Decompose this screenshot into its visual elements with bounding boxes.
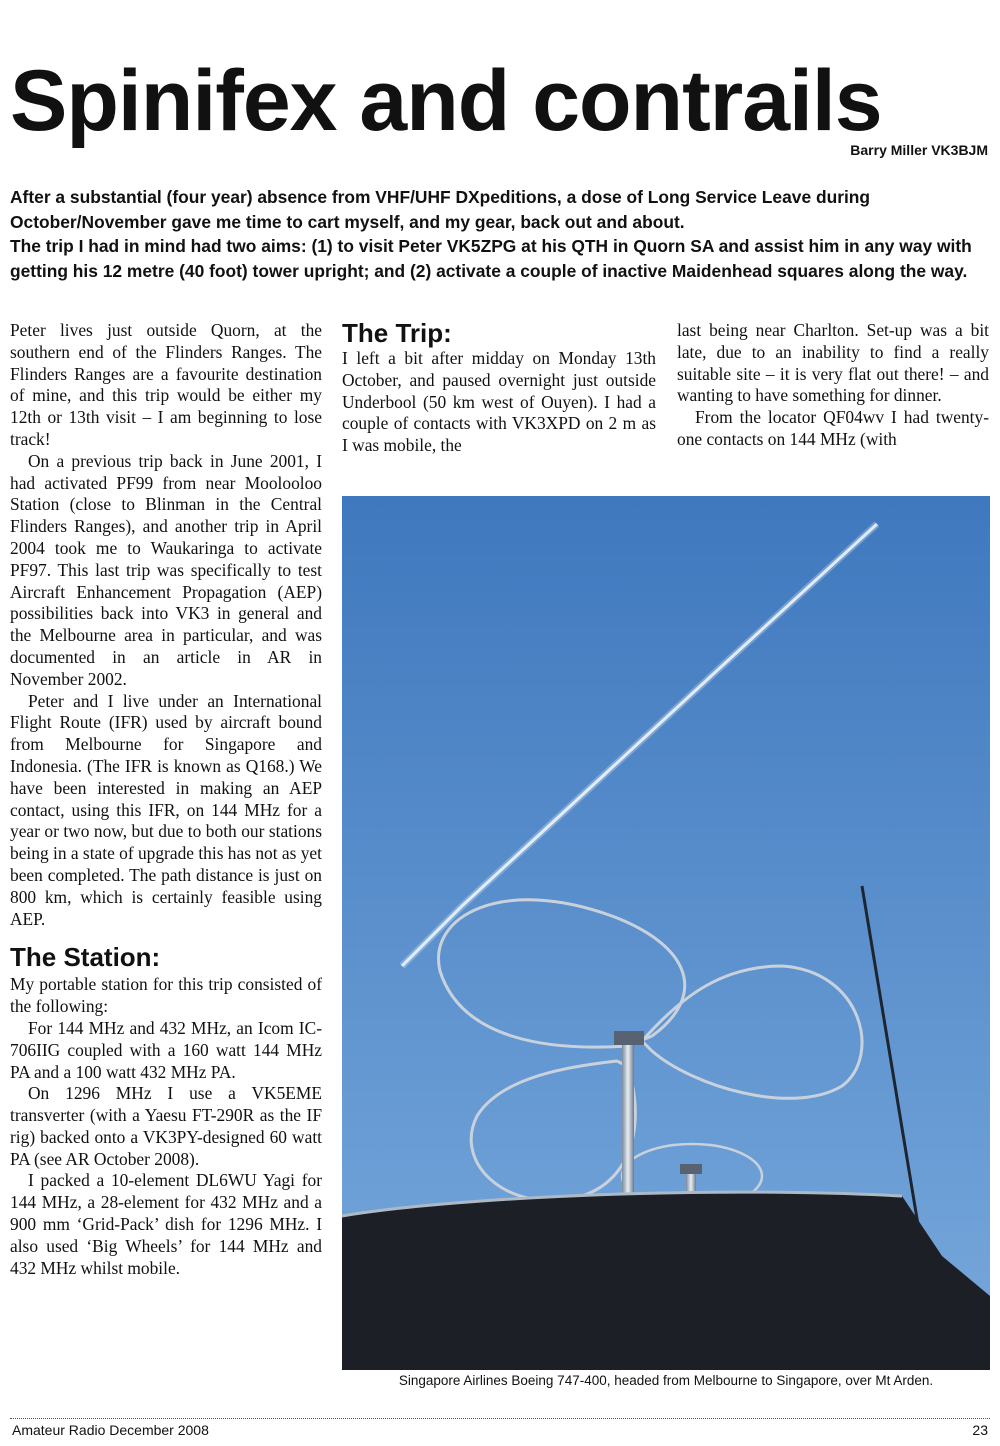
intro-paragraph: The trip I had in mind had two aims: (1) to visit Peter VK5ZPG at his QTH in Quorn SA and assist him in any way with getting his 12 metre (40 foot) tower upright; and (2) activate a couple of inactive Maidenhead squares along the way. bbox=[10, 236, 972, 281]
footer-rule bbox=[10, 1418, 990, 1419]
body-paragraph: I packed a 10-element DL6WU Yagi for 144 MHz, a 28-element for 432 MHz and a 900 mm ‘Grid-Pack’ dish for 1296 MHz. I also used ‘Big Wheels’ for 144 MHz and 432 MHz whilst mobile. bbox=[10, 1170, 322, 1278]
column-3 bbox=[677, 320, 989, 451]
body-paragraph: For 144 MHz and 432 MHz, an Icom IC-706IIG coupled with a 160 watt 144 MHz PA and a 100 watt 432 MHz PA. bbox=[10, 1017, 322, 1082]
page-number: 23 bbox=[972, 1422, 988, 1438]
article-intro bbox=[10, 185, 985, 283]
mast-hub bbox=[614, 1031, 644, 1045]
body-paragraph: I left a bit after midday on Monday 13th October, and paused overnight just outside Underbool (50 km west of Ouyen). I had a couple of contacts with VK3XPD on 2 m as I was mobile, the bbox=[342, 348, 656, 456]
mast-hub-small bbox=[680, 1164, 702, 1174]
station-heading: The Station: bbox=[10, 942, 161, 973]
trip-heading: The Trip: bbox=[342, 318, 452, 348]
body-paragraph: From the locator QF04wv I had twenty-one contacts on 144 MHz (with bbox=[677, 407, 989, 449]
vehicle-roof bbox=[342, 1192, 990, 1370]
body-paragraph: On 1296 MHz I use a VK5EME transverter (with a Yaesu FT-290R as the IF rig) backed onto a VK3PY-designed 60 watt PA (see AR October 2008). bbox=[10, 1083, 322, 1169]
body-paragraph: My portable station for this trip consisted of the following: bbox=[10, 974, 322, 1017]
antenna-photo-illustration bbox=[342, 496, 990, 1370]
author-byline: Barry Miller VK3BJM bbox=[850, 142, 988, 158]
body-paragraph: Peter lives just outside Quorn, at the southern end of the Flinders Ranges. The Flinders Ranges are a favourite destination of mine, and this trip would be either my 12th or 13th visit – I am beginning to lose track! bbox=[10, 320, 322, 449]
footer-magazine: Amateur Radio December 2008 bbox=[12, 1422, 209, 1438]
column-2 bbox=[342, 318, 656, 457]
body-paragraph: last being near Charlton. Set-up was a bit late, due to an inability to find a really suitable site – it is very flat out there! – and wanting to have something for dinner. bbox=[677, 320, 989, 406]
intro-paragraph: After a substantial (four year) absence from VHF/UHF DXpeditions, a dose of Long Service Leave during October/November gave me time to cart myself, and my gear, back out and about. bbox=[10, 187, 871, 232]
body-paragraph: On a previous trip back in June 2001, I had activated PF99 from near Moolooloo Station (close to Blinman in the Central Flinders Ranges), and another trip in April 2004 took me to Waukaringa to activate PF97. This last trip was specifically to test Aircraft Enhancement Propagation (AEP) possibilities back into VK3 in general and the Melbourne area in particular, and was documented in an article in AR in November 2002. bbox=[10, 450, 322, 689]
photo-caption: Singapore Airlines Boeing 747-400, headed from Melbourne to Singapore, over Mt Arden. bbox=[398, 1373, 934, 1388]
body-paragraph: Peter and I live under an International Flight Route (IFR) used by aircraft bound from Melbourne for Singapore and Indonesia. (The IFR is known as Q168.) We have been interested in making an AEP contact, using this IFR, on 144 MHz for a year or two now, but due to both our stations being in a state of upgrade this has not as yet been completed. The path distance is just on 800 km, which is certainly feasible using AEP. bbox=[10, 690, 322, 929]
article-title: Spinifex and contrails bbox=[10, 53, 882, 149]
antenna-photo bbox=[342, 496, 990, 1370]
column-1 bbox=[10, 320, 322, 1279]
